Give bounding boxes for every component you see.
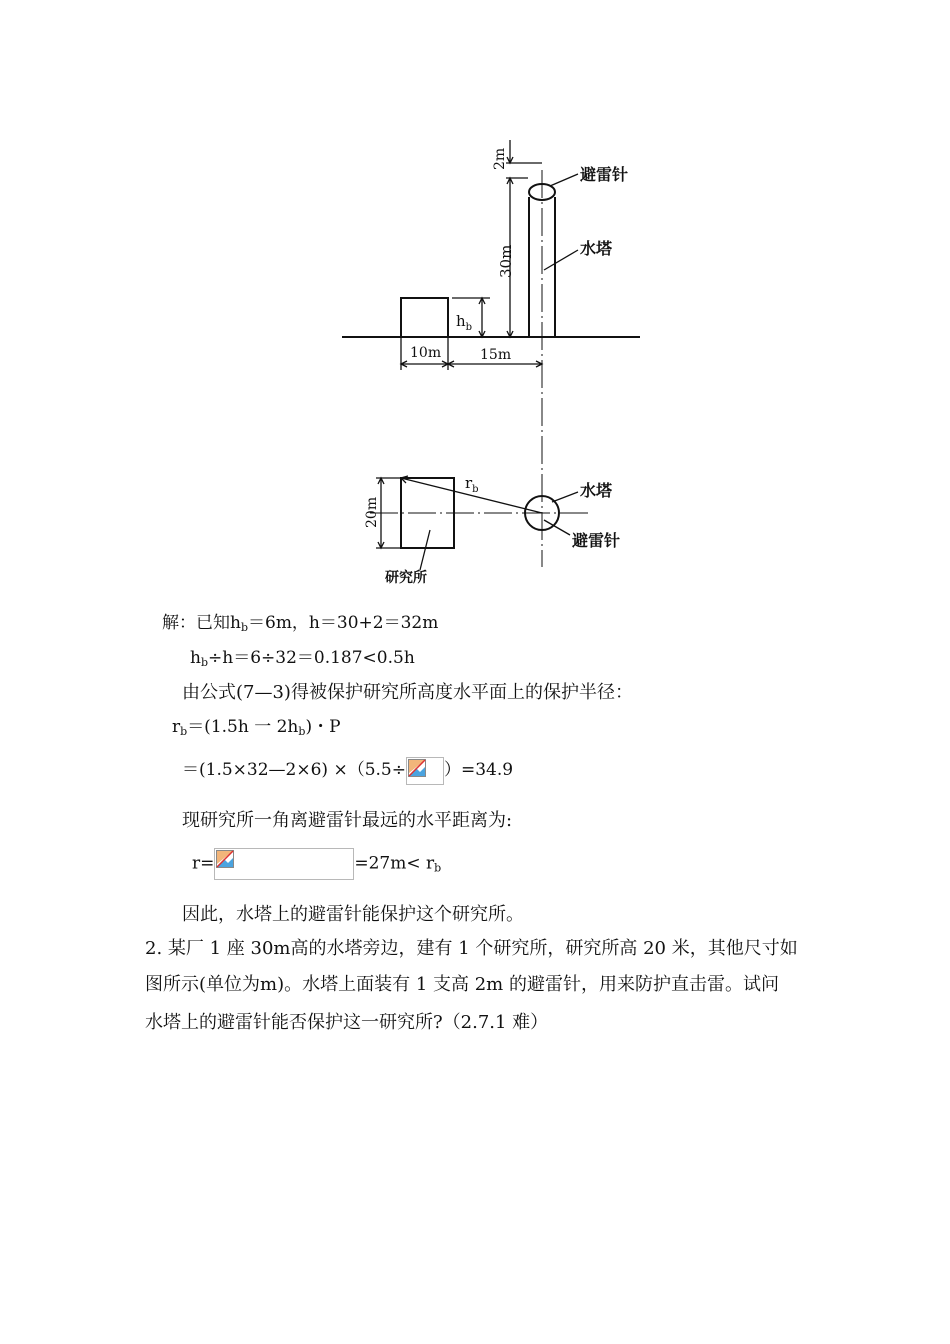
question-line-1: 2. 某厂 1 座 30m高的水塔旁边，建有 1 个研究所，研究所高 20 米，其他尺寸如 [145,938,798,959]
label-rod-top: 避雷针 [580,165,629,184]
label-tower-plan: 水塔 [580,481,613,500]
solution-line-5: ＝(1.5×32—2×6) ×（5.5÷ ）=34.9 [182,755,513,785]
label-rod-plan: 避雷针 [572,531,621,550]
solution-line-6: 现研究所一角离避雷针最远的水平距离为: [182,810,513,831]
dim-2m: 2m [492,147,508,170]
label-tower-top: 水塔 [580,239,613,258]
solution-line-4: $r_b=(1.5h$ 一 $2h_b$)・P [172,717,341,738]
lightning-rod-diagram [330,130,650,595]
label-institute: 研究所 [385,570,427,586]
dim-20m: 20m [364,496,380,528]
question-line-2: 图所示(单位为m)。水塔上面装有 1 支高 2m 的避雷针，用来防护直击雷。试问 [145,974,779,995]
dim-hb: $h_b$ [456,312,473,333]
question-line-3: 水塔上的避雷针能否保护这一研究所?（2.7.1 难） [145,1012,549,1033]
institute-elevation [401,298,448,337]
solution-line-1: 解：已知$h_b=6m$，h＝30+2＝32m [162,613,439,634]
solution-line-3: 由公式(7—3)得被保护研究所高度水平面上的保护半径： [182,682,633,703]
solution-line-8: 因此，水塔上的避雷针能保护这个研究所。 [182,904,524,925]
solution-line-7: r= $=27m< r_b$ [192,848,441,880]
broken-image-icon [216,850,234,868]
solution-line-2: $h_b\div h=6\div 32=0.187<0.5h$ [190,648,415,669]
dim-10m: 10m [410,345,442,361]
broken-image-sqrt [406,757,444,785]
broken-image-icon [408,759,426,777]
dim-rb: $r_b$ [465,474,479,495]
broken-image-distance [214,848,354,880]
dim-30m: 30m [497,244,515,278]
dim-15m: 15m [480,347,512,363]
